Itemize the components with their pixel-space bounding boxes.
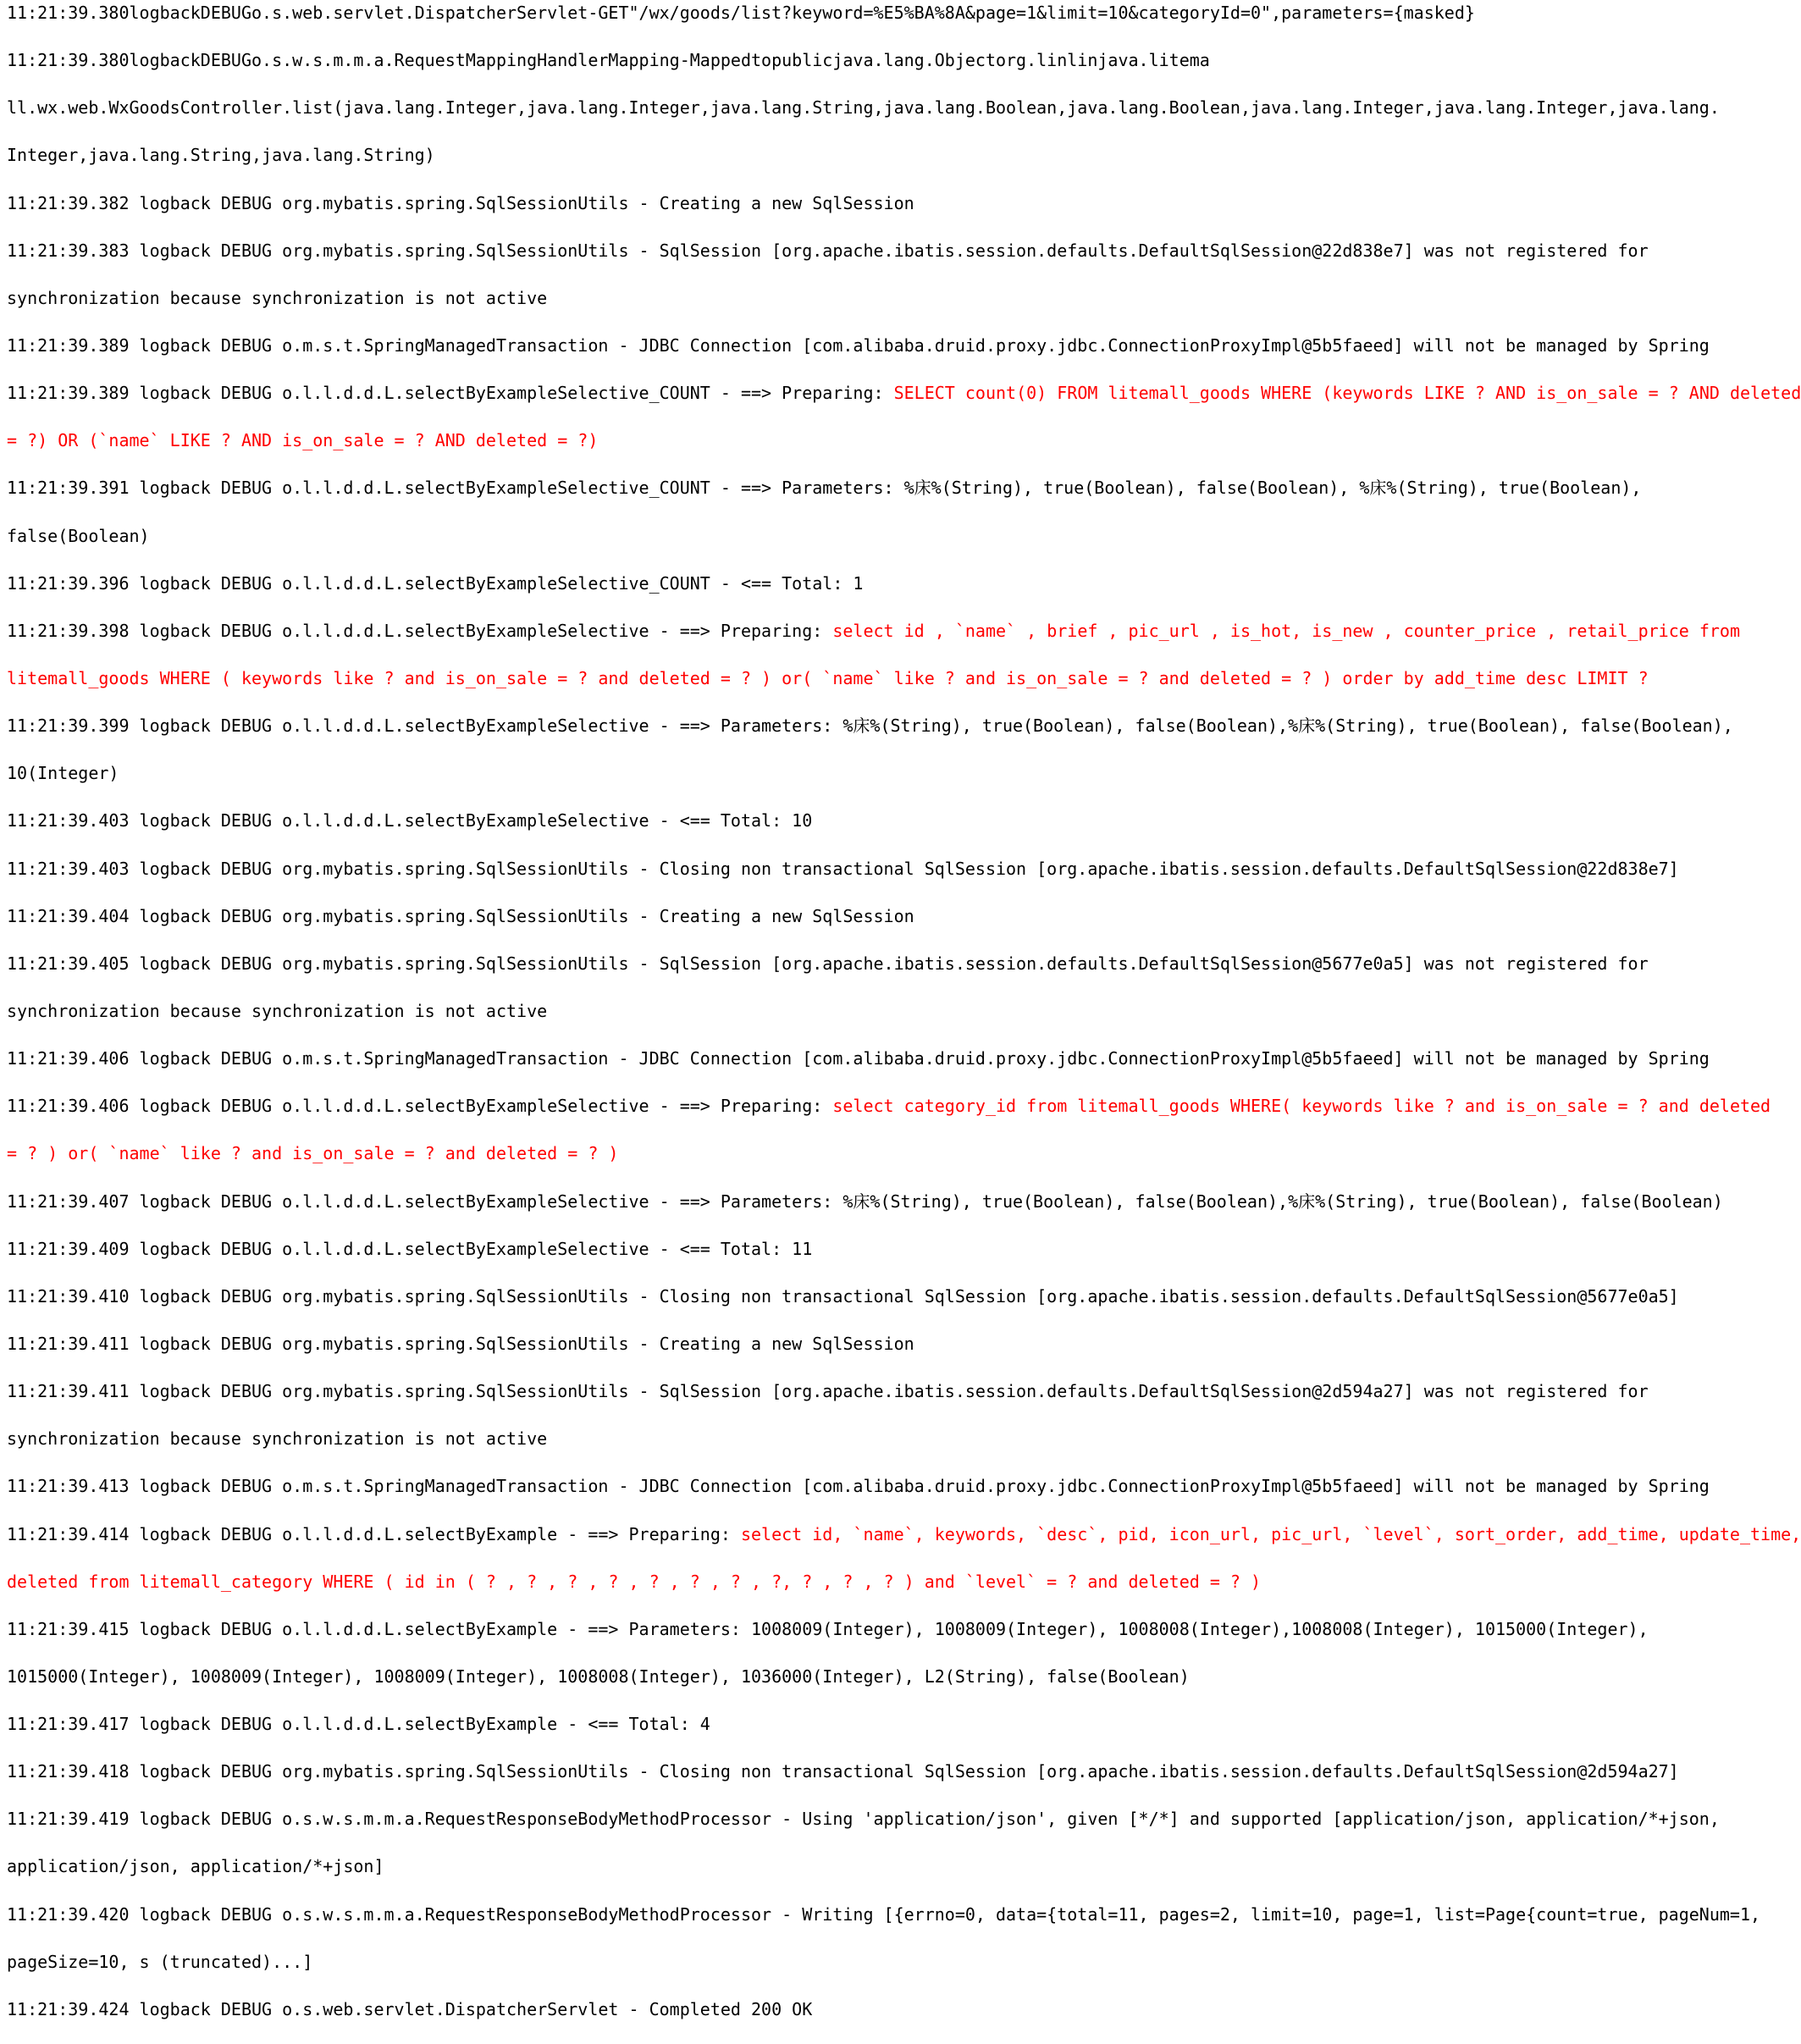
sql-statement-text: = ? ) or( `name` like ? and is_on_sale = ? and deleted = ? ) (7, 1143, 619, 1164)
log-text: 11:21:39.414 logback DEBUG o.l.l.d.d.L.selectByExample - ==> Preparing: (7, 1523, 741, 1544)
log-line (7, 856, 1709, 903)
log-text: 11:21:39.419 logback DEBUG o.s.w.s.m.m.a.RequestResponseBodyMethodProcessor - Using 'application/json', given [*/*] and supported [application/json, application/*+json, (7, 1809, 1720, 1830)
log-text: synchronization because synchronization is not active (7, 1000, 548, 1021)
log-text: pageSize=10, s (truncated)...] (7, 1951, 313, 1972)
log-text: 11:21:39.410 logback DEBUG org.mybatis.spring.SqlSessionUtils - Closing non transactional SqlSession [org.apache.ibatis.session.defaults.DefaultSqlSession@5677e0a5] (7, 1285, 1679, 1307)
log-line (7, 1664, 1709, 1711)
log-line (7, 1902, 1761, 1949)
log-line (7, 1569, 1709, 1616)
log-text: 11:21:39.404 logback DEBUG org.mybatis.spring.SqlSessionUtils - Creating a new SqlSession (7, 905, 914, 926)
log-line (7, 903, 1709, 951)
log-text: 11:21:39.391 logback DEBUG o.l.l.d.d.L.selectByExampleSelective_COUNT - ==> Parameters: %床%(String), true(Boolean), false(Boolean), %床%(String), true(Boolean), (7, 478, 1642, 499)
log-line (7, 380, 1801, 428)
log-line (7, 333, 1709, 380)
log-line (7, 1806, 1720, 1853)
sql-statement-text: SELECT count(0) FROM litemall_goods WHERE (keywords LIKE ? AND is_on_sale = ? AND deleted (893, 383, 1801, 404)
log-text: synchronization because synchronization is not active (7, 1428, 548, 1450)
log-line (7, 951, 1709, 998)
log-line (7, 713, 1733, 760)
log-text: 11:21:39.382 logback DEBUG org.mybatis.spring.SqlSessionUtils - Creating a new SqlSession (7, 192, 914, 213)
log-line (7, 47, 1709, 95)
log-text: 11:21:39.405 logback DEBUG org.mybatis.spring.SqlSessionUtils - SqlSession [org.apache.ibatis.session.defaults.DefaultSqlSession@5677e0a5] was not registered for (7, 953, 1649, 974)
log-line (7, 0, 1709, 47)
log-line (7, 1616, 1709, 1664)
log-line (7, 1189, 1723, 1236)
log-line (7, 1284, 1709, 1331)
log-text: 11:21:39.415 logback DEBUG o.l.l.d.d.L.selectByExample - ==> Parameters: 1008009(Integer), 1008009(Integer), 1008008(Integer),1008008(Integer), 1015000(Integer), (7, 1618, 1649, 1639)
log-text: 11:21:39.418 logback DEBUG org.mybatis.spring.SqlSessionUtils - Closing non transactional SqlSession [org.apache.ibatis.session.defaults.DefaultSqlSession@2d594a27] (7, 1761, 1679, 1782)
log-text: 11:21:39.413 logback DEBUG o.m.s.t.SpringManagedTransaction - JDBC Connection [com.alibaba.druid.proxy.jdbc.ConnectionProxyImpl@5b5faeed] will not be managed by Spring (7, 1476, 1710, 1497)
log-line (7, 475, 1709, 522)
log-text: application/json, application/*+json] (7, 1856, 384, 1877)
log-text: 11:21:39.398 logback DEBUG o.l.l.d.d.L.selectByExampleSelective - ==> Preparing: (7, 620, 833, 641)
log-text: 11:21:39.420 logback DEBUG o.s.w.s.m.m.a.RequestResponseBodyMethodProcessor - Writing [{errno=0, data={total=11, pages=2, limit=10, page=1, list=Page{count=true, pageNum=1, (7, 1903, 1761, 1925)
log-line (7, 142, 1709, 190)
log-line (7, 1093, 1771, 1141)
log-text: 11:21:39.406 logback DEBUG o.m.s.t.SpringManagedTransaction - JDBC Connection [com.alibaba.druid.proxy.jdbc.ConnectionProxyImpl@5b5faeed] will not be managed by Spring (7, 1048, 1710, 1069)
sql-statement-text: select id , `name` , brief , pic_url , is_hot, is_new , counter_price , retail_price from (832, 620, 1740, 641)
log-text: Integer,java.lang.String,java.lang.String) (7, 145, 435, 166)
log-line (7, 571, 1709, 618)
log-line (7, 808, 1709, 855)
log-text: 11:21:39.389 logback DEBUG o.m.s.t.SpringManagedTransaction - JDBC Connection [com.alibaba.druid.proxy.jdbc.ConnectionProxyImpl@5b5faeed] will not be managed by Spring (7, 334, 1710, 356)
log-line (7, 760, 1709, 808)
log-line (7, 1426, 1709, 1473)
log-line (7, 1853, 1709, 1901)
log-line (7, 1711, 1709, 1759)
log-text: 11:21:39.396 logback DEBUG o.l.l.d.d.L.selectByExampleSelective_COUNT - <== Total: 1 (7, 572, 864, 594)
log-line (7, 666, 1709, 713)
log-text: 11:21:39.411 logback DEBUG org.mybatis.spring.SqlSessionUtils - Creating a new SqlSession (7, 1333, 914, 1354)
log-output (7, 0, 1801, 2044)
log-line (7, 1236, 1709, 1284)
sql-statement-text: deleted from litemall_category WHERE ( id in ( ? , ? , ? , ? , ? , ? , ? , ?, ? , ? , ? ) and `level` = ? and deleted = ? ) (7, 1571, 1262, 1592)
log-line (7, 1378, 1709, 1426)
log-line (7, 1473, 1709, 1521)
log-text: false(Boolean) (7, 525, 150, 546)
sql-statement-text: select id, `name`, keywords, `desc`, pid, icon_url, pic_url, `level`, sort_order, add_time, update_time, (740, 1523, 1801, 1544)
log-line (7, 428, 1709, 475)
log-text: 11:21:39.383 logback DEBUG org.mybatis.spring.SqlSessionUtils - SqlSession [org.apache.ibatis.session.defaults.DefaultSqlSession@22d838e7] was not registered for (7, 240, 1649, 261)
sql-statement-text: select category_id from litemall_goods WHERE( keywords like ? and is_on_sale = ? and deleted (832, 1096, 1771, 1117)
log-text: 11:21:39.380logbackDEBUGo.s.web.servlet.DispatcherServlet-GET"/wx/goods/list?keyword=%E5%BA%8A&page=1&limit=10&categoryId=0",parameters={masked} (7, 3, 1475, 23)
log-line (7, 238, 1709, 285)
log-text: 11:21:39.380logbackDEBUGo.s.w.s.m.m.a.RequestMappingHandlerMapping-Mappedtopublicjava.lang.Objectorg.linlinjava.litema (7, 50, 1210, 71)
log-line (7, 523, 1709, 571)
log-text: 11:21:39.407 logback DEBUG o.l.l.d.d.L.selectByExampleSelective - ==> Parameters: %床%(String), true(Boolean), false(Boolean),%床%(String), true(Boolean), false(Boolean) (7, 1190, 1723, 1212)
log-text: 11:21:39.411 logback DEBUG org.mybatis.spring.SqlSessionUtils - SqlSession [org.apache.ibatis.session.defaults.DefaultSqlSession@2d594a27] was not registered for (7, 1381, 1649, 1402)
log-line (7, 998, 1709, 1046)
sql-statement-text: litemall_goods WHERE ( keywords like ? and is_on_sale = ? and deleted = ? ) or( `name` like ? and is_on_sale = ? and deleted = ? ) order by add_time desc LIMIT ? (7, 667, 1649, 688)
log-text: synchronization because synchronization is not active (7, 287, 548, 308)
log-text: 10(Integer) (7, 763, 119, 784)
log-text: 11:21:39.403 logback DEBUG o.l.l.d.d.L.selectByExampleSelective - <== Total: 10 (7, 810, 813, 831)
log-text: 1015000(Integer), 1008009(Integer), 1008009(Integer), 1008008(Integer), 1036000(Integer), L2(String), false(Boolean) (7, 1666, 1190, 1687)
log-line (7, 1141, 1709, 1188)
log-text: 11:21:39.403 logback DEBUG org.mybatis.spring.SqlSessionUtils - Closing non transactional SqlSession [org.apache.ibatis.session.defaults.DefaultSqlSession@22d838e7] (7, 858, 1679, 879)
log-line (7, 95, 1720, 142)
log-text: 11:21:39.389 logback DEBUG o.l.l.d.d.L.selectByExampleSelective_COUNT - ==> Preparing: (7, 383, 894, 404)
log-line (7, 191, 1709, 238)
log-text: 11:21:39.399 logback DEBUG o.l.l.d.d.L.selectByExampleSelective - ==> Parameters: %床%(String), true(Boolean), false(Boolean),%床%(String), true(Boolean), false(Boolean), (7, 715, 1733, 737)
log-text: ll.wx.web.WxGoodsController.list(java.lang.Integer,java.lang.Integer,java.lang.String,java.lang.Boolean,java.lang.Boolean,java.lang.Integer,java.lang.Integer,java.lang. (7, 97, 1720, 119)
sql-statement-text: = ?) OR (`name` LIKE ? AND is_on_sale = ? AND deleted = ?) (7, 430, 599, 451)
log-text: 11:21:39.409 logback DEBUG o.l.l.d.d.L.selectByExampleSelective - <== Total: 11 (7, 1238, 813, 1259)
log-line (7, 618, 1740, 666)
log-text: 11:21:39.406 logback DEBUG o.l.l.d.d.L.selectByExampleSelective - ==> Preparing: (7, 1096, 833, 1117)
log-line (7, 285, 1709, 333)
log-line (7, 1046, 1709, 1093)
log-text: 11:21:39.424 logback DEBUG o.s.web.servlet.DispatcherServlet - Completed 200 OK (7, 1998, 813, 2019)
log-line (7, 1331, 1709, 1378)
log-line (7, 1522, 1801, 1569)
log-text: 11:21:39.417 logback DEBUG o.l.l.d.d.L.selectByExample - <== Total: 4 (7, 1714, 710, 1735)
log-line (7, 1949, 1709, 1997)
log-line (7, 1759, 1709, 1806)
log-line (7, 1997, 1709, 2044)
